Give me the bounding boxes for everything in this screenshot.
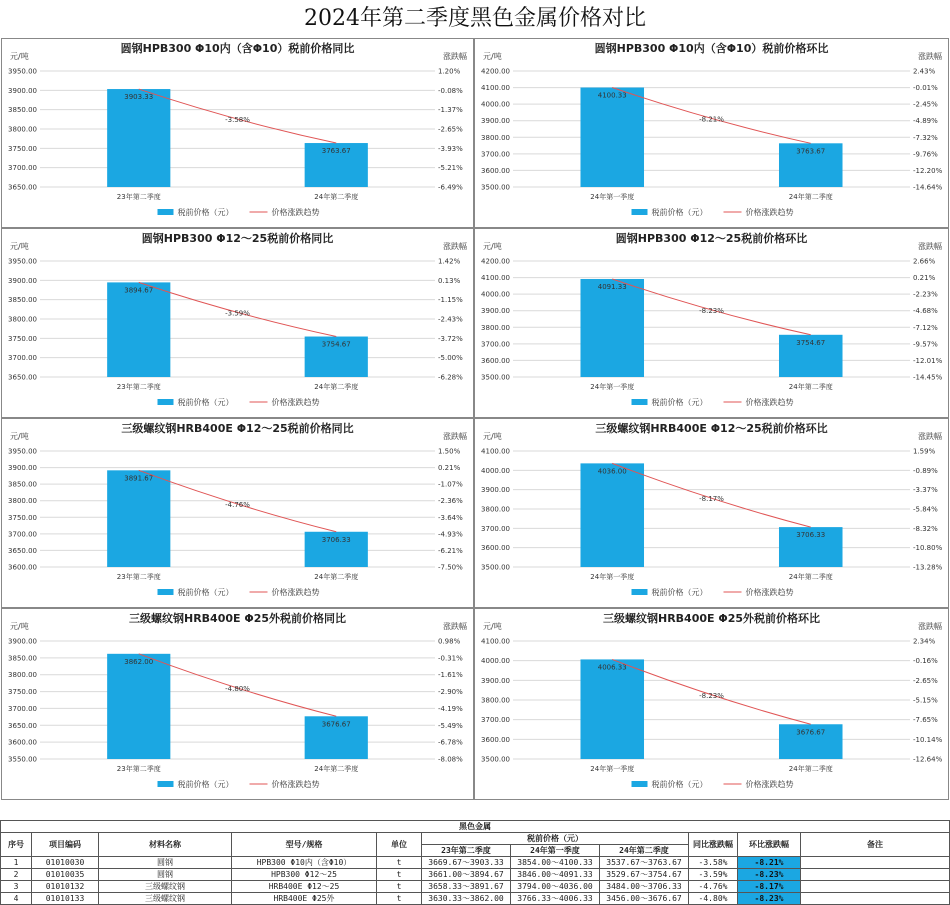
y-tick-label: 3850.00 [8, 654, 37, 663]
table-section-title: 黑色金属 [1, 821, 950, 833]
y2-tick-label: -10.80% [913, 544, 943, 553]
chart-panel-4 [474, 228, 949, 418]
y2-tick-label: -2.65% [913, 676, 938, 685]
y-tick-label: 3700.00 [8, 530, 37, 539]
y-tick-label: 3900.00 [8, 276, 37, 285]
y-tick-label: 3600.00 [8, 563, 37, 572]
data-label: 3754.67 [796, 338, 826, 347]
legend-bar-swatch [158, 209, 174, 215]
y2-tick-label: -9.57% [913, 340, 938, 349]
cell-note [801, 881, 950, 893]
y-tick-label: 3800.00 [481, 505, 510, 514]
chart-title: 三级螺纹钢HRB400E Φ25外税前价格环比 [602, 612, 821, 625]
cell-yoy: -3.58% [689, 857, 738, 869]
data-label: 3676.67 [796, 728, 826, 737]
cell-p1: 3661.00～3894.67 [422, 869, 511, 881]
y2-tick-label: -4.89% [913, 117, 938, 126]
chart-title: 三级螺纹钢HRB400E Φ12～25税前价格环比 [595, 422, 828, 435]
y-tick-label: 4000.00 [481, 466, 510, 475]
y2-tick-label: -2.45% [913, 100, 938, 109]
cell-p2: 3854.00～4100.33 [511, 857, 600, 869]
y2-axis-unit: 涨跌幅 [443, 242, 467, 251]
cell-note [801, 869, 950, 881]
cell-code: 01010030 [32, 857, 99, 869]
y2-axis-unit: 涨跌幅 [918, 242, 942, 251]
cell-yoy: -3.59% [689, 869, 738, 881]
y-axis-unit: 元/吨 [10, 242, 29, 251]
chart-panel-7 [1, 608, 474, 800]
th-p3: 24年第二季度 [600, 845, 689, 857]
th-idx: 序号 [1, 833, 32, 857]
data-label: 3676.67 [321, 720, 351, 729]
y2-tick-label: -8.32% [913, 524, 938, 533]
y-tick-label: 3800.00 [8, 671, 37, 680]
y-tick-label: 3900.00 [8, 464, 37, 473]
chart-title: 圆钢HPB300 Φ12～25税前价格同比 [141, 232, 334, 245]
cell-p1: 3658.33～3891.67 [422, 881, 511, 893]
th-mom: 环比涨跌幅 [738, 833, 801, 857]
data-label: 3763.67 [796, 147, 826, 156]
x-tick-label: 24年第一季度 [590, 383, 635, 391]
legend-bar-label: 税前价格（元） [651, 780, 708, 789]
y-tick-label: 3700.00 [8, 164, 37, 173]
legend-bar-swatch [632, 209, 648, 215]
data-label: 3891.67 [124, 474, 154, 483]
chart-panel-6 [474, 418, 949, 608]
cell-spec: HPB300 Φ10内（含Φ10） [232, 857, 377, 869]
cell-mom: -8.23% [738, 869, 801, 881]
data-label: 4036.00 [597, 467, 627, 476]
bar [107, 470, 170, 567]
y2-tick-label: 0.21% [438, 464, 461, 473]
y-tick-label: 3700.00 [481, 716, 510, 725]
y2-tick-label: -12.20% [913, 166, 943, 175]
y2-tick-label: -4.19% [438, 704, 463, 713]
y2-tick-label: -0.89% [913, 466, 938, 475]
bar [580, 279, 644, 377]
cell-mom: -8.17% [738, 881, 801, 893]
x-tick-label: 24年第二季度 [314, 573, 359, 581]
chart-title: 圆钢HPB300 Φ12～25税前价格环比 [615, 232, 808, 245]
trend-label: -8.23% [699, 306, 724, 315]
cell-name: 三级螺纹钢 [99, 881, 232, 893]
legend-line-label: 价格涨跌趋势 [271, 208, 320, 217]
cell-p3: 3456.00～3676.67 [600, 893, 689, 905]
y-tick-label: 3950.00 [8, 67, 37, 76]
y2-tick-label: -12.01% [913, 356, 943, 365]
y2-tick-label: 1.59% [913, 447, 936, 456]
x-tick-label: 24年第二季度 [788, 383, 833, 391]
cell-idx: 1 [1, 857, 32, 869]
cell-code: 01010133 [32, 893, 99, 905]
y2-tick-label: -2.23% [913, 290, 938, 299]
y-tick-label: 3800.00 [8, 125, 37, 134]
legend-bar-swatch [158, 781, 174, 787]
y-axis-unit: 元/吨 [10, 432, 29, 441]
y2-tick-label: -12.64% [913, 755, 943, 764]
th-p1: 23年第二季度 [422, 845, 511, 857]
legend-line-label: 价格涨跌趋势 [745, 398, 794, 407]
y2-tick-label: 2.66% [913, 257, 936, 266]
x-tick-label: 24年第二季度 [788, 573, 833, 581]
cell-mom: -8.21% [738, 857, 801, 869]
y-axis-unit: 元/吨 [10, 52, 29, 61]
y2-tick-label: -1.15% [438, 296, 463, 305]
x-tick-label: 23年第二季度 [116, 765, 161, 773]
cell-p2: 3846.00～4091.33 [511, 869, 600, 881]
y2-tick-label: -6.28% [438, 373, 463, 382]
bar [107, 89, 170, 187]
cell-unit: t [377, 893, 422, 905]
y2-tick-label: 2.34% [913, 637, 936, 646]
y-tick-label: 3850.00 [8, 106, 37, 115]
y-tick-label: 3600.00 [8, 738, 37, 747]
legend-bar-label: 税前价格（元） [651, 588, 708, 597]
trend-label: -4.76% [225, 501, 250, 510]
y2-tick-label: -2.65% [438, 125, 463, 134]
y-tick-label: 3650.00 [8, 373, 37, 382]
bar [107, 654, 170, 759]
trend-label: -3.58% [225, 116, 250, 125]
y2-tick-label: -10.14% [913, 735, 943, 744]
y2-tick-label: -5.84% [913, 505, 938, 514]
y2-tick-label: -5.21% [438, 164, 463, 173]
y2-tick-label: -6.21% [438, 546, 463, 555]
y2-tick-label: -1.37% [438, 106, 463, 115]
y-tick-label: 3750.00 [8, 334, 37, 343]
y-tick-label: 3900.00 [481, 676, 510, 685]
y-tick-label: 3550.00 [8, 755, 37, 764]
legend-line-label: 价格涨跌趋势 [745, 208, 794, 217]
cell-p2: 3794.00～4036.00 [511, 881, 600, 893]
trend-label: -3.59% [225, 309, 250, 318]
y-tick-label: 4000.00 [481, 100, 510, 109]
y-tick-label: 3750.00 [8, 513, 37, 522]
cell-idx: 3 [1, 881, 32, 893]
y2-axis-unit: 涨跌幅 [918, 622, 942, 631]
y-tick-label: 4100.00 [481, 84, 510, 93]
y2-tick-label: -4.93% [438, 530, 463, 539]
y-tick-label: 3800.00 [8, 497, 37, 506]
y2-tick-label: -2.36% [438, 497, 463, 506]
chart-title: 圆钢HPB300 Φ10内（含Φ10）税前价格环比 [594, 42, 829, 55]
data-label: 4091.33 [597, 283, 627, 292]
y-tick-label: 3600.00 [481, 166, 510, 175]
legend-bar-swatch [632, 781, 648, 787]
y2-tick-label: -6.49% [438, 183, 463, 192]
y2-tick-label: -5.49% [438, 721, 463, 730]
legend-bar-swatch [158, 589, 174, 595]
y-tick-label: 3950.00 [8, 257, 37, 266]
y-tick-label: 3650.00 [8, 183, 37, 192]
x-tick-label: 23年第二季度 [116, 573, 161, 581]
cell-p2: 3766.33～4006.33 [511, 893, 600, 905]
y-tick-label: 3800.00 [481, 323, 510, 332]
y2-tick-label: -7.32% [913, 133, 938, 142]
trend-label: -8.23% [699, 691, 724, 700]
y2-tick-label: -7.12% [913, 323, 938, 332]
legend-bar-label: 税前价格（元） [177, 208, 234, 217]
cell-yoy: -4.80% [689, 893, 738, 905]
y-tick-label: 3500.00 [481, 373, 510, 382]
y-tick-label: 3800.00 [481, 133, 510, 142]
y2-tick-label: -13.28% [913, 563, 943, 572]
cell-p3: 3484.00～3706.33 [600, 881, 689, 893]
cell-yoy: -4.76% [689, 881, 738, 893]
y-tick-label: 3700.00 [8, 704, 37, 713]
table-row [1, 857, 950, 869]
data-label: 3706.33 [321, 535, 351, 544]
y2-tick-label: -3.93% [438, 144, 463, 153]
chart-panel-1 [1, 38, 474, 228]
th-unit: 单位 [377, 833, 422, 857]
cell-spec: HPB300 Φ12～25 [232, 869, 377, 881]
y-tick-label: 3500.00 [481, 183, 510, 192]
y2-tick-label: -9.76% [913, 150, 938, 159]
y-tick-label: 3600.00 [481, 356, 510, 365]
th-yoy: 同比涨跌幅 [689, 833, 738, 857]
table-row [1, 881, 950, 893]
price-table [0, 820, 950, 905]
y2-tick-label: 0.98% [438, 637, 461, 646]
cell-unit: t [377, 881, 422, 893]
y2-tick-label: -5.15% [913, 696, 938, 705]
cell-name: 圆钢 [99, 857, 232, 869]
y2-tick-label: 1.50% [438, 447, 461, 456]
cell-unit: t [377, 857, 422, 869]
th-code: 项目编码 [32, 833, 99, 857]
y-tick-label: 3900.00 [8, 637, 37, 646]
legend-line-label: 价格涨跌趋势 [271, 780, 320, 789]
cell-name: 圆钢 [99, 869, 232, 881]
y-axis-unit: 元/吨 [483, 432, 502, 441]
y-tick-label: 3600.00 [481, 735, 510, 744]
y2-tick-label: -14.45% [913, 373, 943, 382]
y2-tick-label: -2.43% [438, 315, 463, 324]
y-axis-unit: 元/吨 [10, 622, 29, 631]
y2-axis-unit: 涨跌幅 [918, 52, 942, 61]
y2-axis-unit: 涨跌幅 [918, 432, 942, 441]
data-label: 3754.67 [321, 340, 351, 349]
table-row [1, 893, 950, 905]
trend-label: -8.17% [699, 495, 724, 504]
y2-tick-label: -1.07% [438, 480, 463, 489]
legend-bar-label: 税前价格（元） [177, 398, 234, 407]
y-tick-label: 3950.00 [8, 447, 37, 456]
data-label: 3706.33 [796, 531, 826, 540]
legend-line-label: 价格涨跌趋势 [745, 588, 794, 597]
y2-tick-label: -6.78% [438, 738, 463, 747]
y-tick-label: 3650.00 [8, 546, 37, 555]
data-label: 3894.67 [124, 286, 154, 295]
y-axis-unit: 元/吨 [483, 622, 502, 631]
y2-tick-label: -4.68% [913, 307, 938, 316]
y-tick-label: 3750.00 [8, 688, 37, 697]
y-tick-label: 3850.00 [8, 480, 37, 489]
cell-mom: -8.23% [738, 893, 801, 905]
chart-panel-3 [1, 228, 474, 418]
page-title: 2024年第二季度黑色金属价格对比 [304, 6, 646, 31]
legend-bar-swatch [632, 589, 648, 595]
chart-title: 三级螺纹钢HRB400E Φ12～25税前价格同比 [121, 422, 354, 435]
legend-line-label: 价格涨跌趋势 [271, 588, 320, 597]
y-tick-label: 4100.00 [481, 637, 510, 646]
chart-panel-8 [474, 608, 949, 800]
th-p2: 24年第一季度 [511, 845, 600, 857]
chart-panel-2 [474, 38, 949, 228]
y-tick-label: 3800.00 [8, 315, 37, 324]
y-tick-label: 3700.00 [481, 150, 510, 159]
cell-p3: 3537.67～3763.67 [600, 857, 689, 869]
y-tick-label: 4100.00 [481, 274, 510, 283]
y2-tick-label: -3.64% [438, 513, 463, 522]
chart-panel-5 [1, 418, 474, 608]
legend-line-label: 价格涨跌趋势 [271, 398, 320, 407]
x-tick-label: 24年第一季度 [590, 193, 635, 201]
cell-unit: t [377, 869, 422, 881]
cell-code: 01010035 [32, 869, 99, 881]
cell-note [801, 857, 950, 869]
y-tick-label: 3900.00 [481, 486, 510, 495]
trend-label: -8.21% [699, 115, 724, 124]
y-axis-unit: 元/吨 [483, 52, 502, 61]
data-label: 3763.67 [321, 147, 351, 156]
y-tick-label: 3800.00 [481, 696, 510, 705]
y2-tick-label: -3.72% [438, 334, 463, 343]
cell-p3: 3529.67～3754.67 [600, 869, 689, 881]
y2-tick-label: 1.42% [438, 257, 461, 266]
y2-tick-label: -7.65% [913, 716, 938, 725]
x-tick-label: 24年第一季度 [590, 765, 635, 773]
y-tick-label: 4200.00 [481, 67, 510, 76]
x-tick-label: 23年第二季度 [116, 193, 161, 201]
legend-bar-swatch [158, 399, 174, 405]
legend-bar-label: 税前价格（元） [651, 398, 708, 407]
y-tick-label: 3500.00 [481, 563, 510, 572]
data-label: 4006.33 [597, 663, 627, 672]
y-tick-label: 4000.00 [481, 290, 510, 299]
cell-name: 三级螺纹钢 [99, 893, 232, 905]
x-tick-label: 24年第二季度 [788, 193, 833, 201]
y-tick-label: 4000.00 [481, 657, 510, 666]
y2-axis-unit: 涨跌幅 [443, 52, 467, 61]
trend-label: -4.80% [225, 685, 250, 694]
cell-spec: HRB400E Φ25外 [232, 893, 377, 905]
y2-tick-label: 0.13% [438, 276, 461, 285]
y-tick-label: 3750.00 [8, 144, 37, 153]
legend-bar-label: 税前价格（元） [177, 780, 234, 789]
y2-tick-label: -8.08% [438, 755, 463, 764]
y-tick-label: 4200.00 [481, 257, 510, 266]
y-axis-unit: 元/吨 [483, 242, 502, 251]
y-tick-label: 3650.00 [8, 721, 37, 730]
legend-bar-swatch [632, 399, 648, 405]
x-tick-label: 24年第二季度 [314, 765, 359, 773]
bar [107, 282, 170, 377]
cell-note [801, 893, 950, 905]
y2-tick-label: -5.00% [438, 354, 463, 363]
bar [580, 88, 644, 187]
bar [580, 463, 644, 567]
cell-idx: 4 [1, 893, 32, 905]
y2-tick-label: -7.50% [438, 563, 463, 572]
cell-code: 01010132 [32, 881, 99, 893]
y2-tick-label: -2.90% [438, 688, 463, 697]
y2-tick-label: -0.01% [913, 84, 938, 93]
y-tick-label: 3700.00 [481, 340, 510, 349]
cell-spec: HRB400E Φ12～25 [232, 881, 377, 893]
th-price-group: 税前价格（元） [422, 833, 689, 845]
y-tick-label: 4100.00 [481, 447, 510, 456]
x-tick-label: 24年第二季度 [314, 383, 359, 391]
x-tick-label: 23年第二季度 [116, 383, 161, 391]
data-label: 4100.33 [597, 91, 627, 100]
y2-tick-label: -0.08% [438, 86, 463, 95]
x-tick-label: 24年第二季度 [314, 193, 359, 201]
y2-tick-label: 2.43% [913, 67, 936, 76]
bar [580, 659, 644, 759]
y-tick-label: 3900.00 [8, 86, 37, 95]
table-row [1, 869, 950, 881]
data-label: 3903.33 [124, 93, 154, 102]
y-tick-label: 3900.00 [481, 307, 510, 316]
cell-p1: 3630.33～3862.00 [422, 893, 511, 905]
legend-bar-label: 税前价格（元） [651, 208, 708, 217]
y-tick-label: 3850.00 [8, 296, 37, 305]
y2-tick-label: 1.20% [438, 67, 461, 76]
y2-tick-label: -0.16% [913, 657, 938, 666]
th-name: 材料名称 [99, 833, 232, 857]
chart-title: 圆钢HPB300 Φ10内（含Φ10）税前价格同比 [120, 42, 355, 55]
cell-idx: 2 [1, 869, 32, 881]
cell-p1: 3669.67～3903.33 [422, 857, 511, 869]
x-tick-label: 24年第一季度 [590, 573, 635, 581]
x-tick-label: 24年第二季度 [788, 765, 833, 773]
legend-line-label: 价格涨跌趋势 [745, 780, 794, 789]
y-tick-label: 3600.00 [481, 544, 510, 553]
th-note: 备注 [801, 833, 950, 857]
data-label: 3862.00 [124, 657, 154, 666]
y-tick-label: 3700.00 [481, 524, 510, 533]
legend-bar-label: 税前价格（元） [177, 588, 234, 597]
y2-tick-label: -1.61% [438, 671, 463, 680]
y-tick-label: 3900.00 [481, 117, 510, 126]
y2-tick-label: -14.64% [913, 183, 943, 192]
y2-tick-label: 0.21% [913, 274, 936, 283]
y-tick-label: 3500.00 [481, 755, 510, 764]
y2-axis-unit: 涨跌幅 [443, 622, 467, 631]
chart-title: 三级螺纹钢HRB400E Φ25外税前价格同比 [128, 612, 347, 625]
y2-axis-unit: 涨跌幅 [443, 432, 467, 441]
y2-tick-label: -3.37% [913, 486, 938, 495]
y2-tick-label: -0.31% [438, 654, 463, 663]
th-spec: 型号/规格 [232, 833, 377, 857]
y-tick-label: 3700.00 [8, 354, 37, 363]
